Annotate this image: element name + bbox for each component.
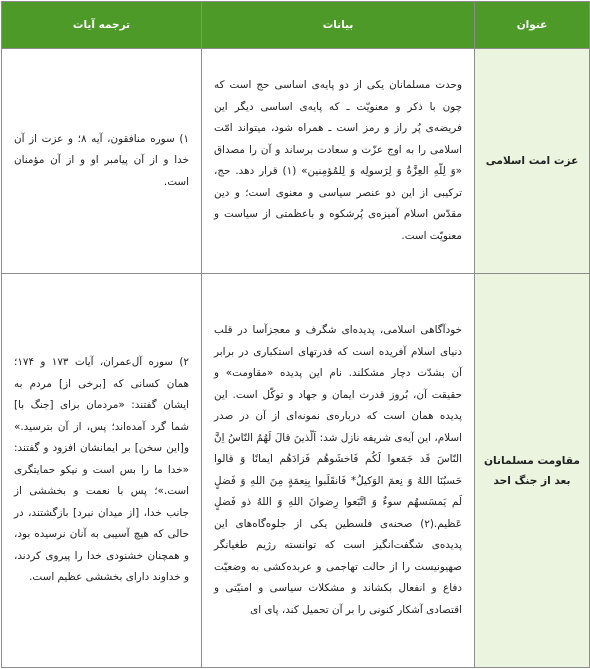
header-description: بیانات	[202, 2, 475, 49]
row-title: عزت امت اسلامی	[475, 49, 590, 274]
header-row	[2, 2, 590, 49]
content-table	[1, 1, 590, 668]
row-translation: ۲) سوره آل‌عمران، آیات ۱۷۳ و ۱۷۴؛ همان کسانی که [برخی از] مردم به ایشان گفتند: «مردمان برای [جنگ با] شما گرد آمده‌اند؛ پس، از آن بترسید.» و[این سخن] بر ایمانشان افزود و گفتند: «خدا ما را بس است و نیکو حمایتگری است.»؛ پس با نعمت و بخششی از جانب خدا، [از میدان نبرد] بازگشتند، در حالی که هیچ آسیبی به آنان نرسیده بود، و همچنان خشنودی خدا را پیروی کردند، و خداوند دارای بخششی عظیم است.	[2, 274, 202, 668]
header-title: عنوان	[475, 2, 590, 49]
row-translation: ۱) سوره منافقون، آیه ۸؛ و عزت از آن خدا و از آن پیامبر او و از آن مؤمنان است.	[2, 49, 202, 274]
header-translation: ترجمه آیات	[2, 2, 202, 49]
table-row	[2, 49, 590, 274]
row-title: مقاومت مسلمانان بعد از جنگ احد	[475, 274, 590, 668]
table-row	[2, 274, 590, 668]
row-description: وحدت مسلمانان یکی از دو پایه‌ی اساسی حج است که چون با ذکر و معنویّت ـ که پایه‌ی اساسی دیگر این فریضه‌ی پُر راز و رمز است ـ همراه شود، میتواند امّت اسلامی را به اوج عزّت و سعادت برساند و آن را مصداق «وَ لِلّهِ العِزَّةُ وَ لِرَسولِه وَ لِلمُؤمِنین» (۱) قرار دهد. حج، ترکیبی از این دو عنصر سیاسی و معنوی است؛ و دین مقدّس اسلام آمیزه‌ی پُرشکوه و باعظمتی از سیاست و معنویّت است.	[202, 49, 475, 274]
row-description: خودآگاهی اسلامی، پدیده‌ای شگرف و معجزآسا در قلب دنیای اسلام آفریده است که قدرتهای استکباری در برابر آن بشدّت دچار مشکلند. نام این پدیده «مقاومت» و حقیقت آن، بُروز قدرت ایمان و جهاد و توکّل است. این پدیده همان است که درباره‌ی نمونه‌ای از آن در صدر اسلام، این آیه‌ی شریفه نازل شد: اَلّذینَ قالَ لَهُمُ النّاسُ اِنَّ النّاسَ قَد جَمَعوا لَکُم فَاخشَوهُم فَزادَهُم ایمانًا وَ قالوا حَسبُنَا اللهُ وَ نِعمَ الوَکیلُ* فَانقَلَبوا بِنِعمَةٍ مِنَ اللهِ وَ فَضلٍ لَم یَمسَسهُم سوءٌ وَ اتَّبَعوا رِضوانَ اللهِ وَ اللهُ ذو فَضلٍ عَظیم.(۲) صحنه‌ی فلسطین یکی از جلوه‌گاه‌های این پدیده‌ی شگفت‌انگیز است که توانسته رژیم طغیانگر صهیونیست را از حالت تهاجمی و عربده‌کشی به وضعیّت دفاع و انفعال بکشاند و مشکلات سیاسی و امنیّتی و اقتصادی آشکار کنونی را بر آن تحمیل کند، پای ای	[202, 274, 475, 668]
